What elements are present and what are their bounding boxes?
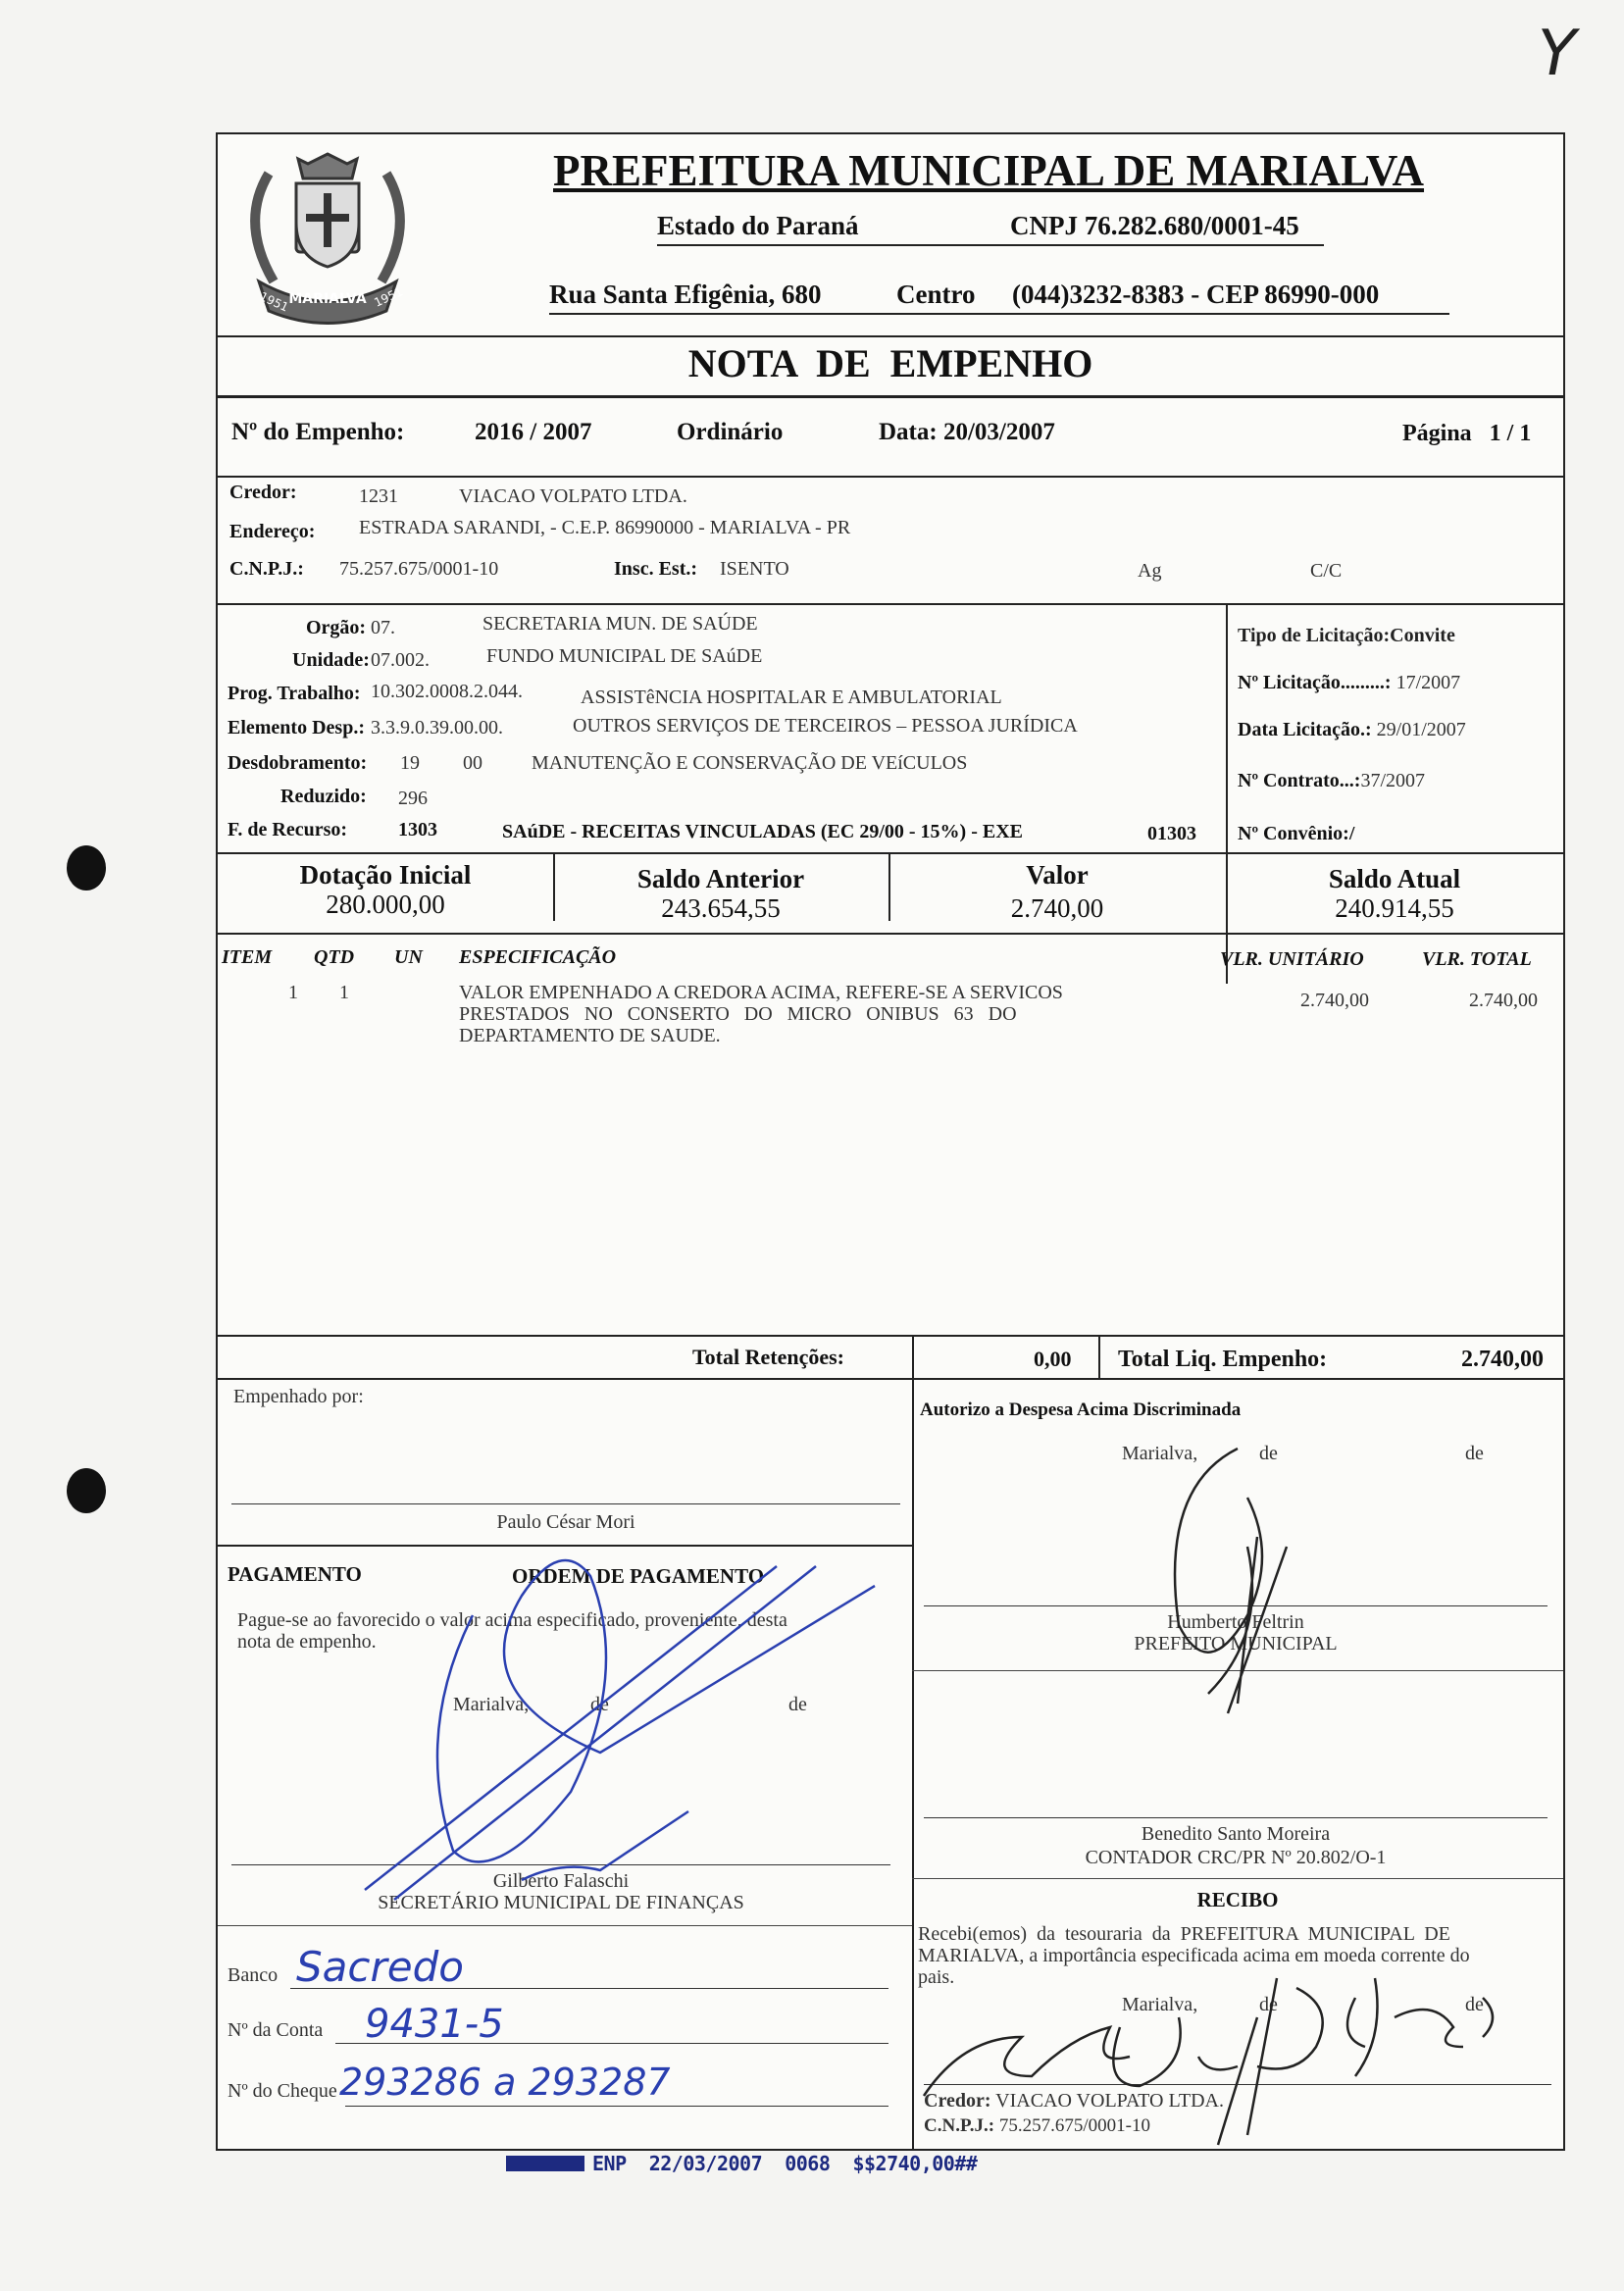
desd-code-2: 00: [463, 752, 482, 774]
amount-value-saldo-anterior: 243.654,55: [661, 893, 781, 923]
unidade-label: Unidade:: [292, 649, 370, 671]
contador-name: Benedito Santo Moreira: [1141, 1823, 1331, 1845]
recurso: SAúDE - RECEITAS VINCULADAS (EC 29/00 - 15%) - EXE: [502, 821, 1023, 842]
contador-title: CONTADOR CRC/PR Nº 20.802/O-1: [1085, 1847, 1387, 1868]
orgao: SECRETARIA MUN. DE SAÚDE: [482, 613, 758, 635]
credor-insc-label: Insc. Est.:: [614, 558, 698, 580]
punch-hole-top: [67, 845, 106, 891]
autorizo-city: Marialva,: [1122, 1443, 1198, 1464]
amount-label-valor: Valor: [1026, 860, 1089, 890]
credor-ag: Ag: [1138, 560, 1162, 582]
licitacao-data: 29/01/2007: [1376, 719, 1466, 740]
item-number: 1: [288, 982, 298, 1003]
conta-value: 9431-5: [365, 2002, 504, 2047]
total-liq-label: Total Liq. Empenho:: [1118, 1347, 1328, 1372]
amount-label-saldo-atual: Saldo Atual: [1328, 864, 1461, 893]
convenio: Nº Convênio:/: [1238, 823, 1355, 844]
reduzido-label: Reduzido:: [280, 786, 367, 807]
header-address: Rua Santa Efigênia, 680: [549, 280, 822, 309]
total-retencoes-label: Total Retenções:: [692, 1345, 844, 1369]
punch-hole-bottom: [67, 1468, 106, 1513]
banco-label: Banco: [228, 1964, 279, 1986]
pagamento-text-2: nota de empenho.: [237, 1631, 377, 1653]
seal-text: MARIALVA: [288, 291, 367, 307]
amount-value-saldo-atual: 240.914,55: [1335, 893, 1454, 923]
credor-name: VIACAO VOLPATO LTDA.: [459, 485, 687, 507]
recibo-text-2: MARIALVA, a importância especificada acima em moeda corrente do: [918, 1945, 1470, 1966]
item-unit-value: 2.740,00: [1300, 990, 1369, 1011]
credor-code: 1231: [359, 485, 398, 507]
item-qtd: 1: [339, 982, 349, 1003]
prog: ASSISTêNCIA HOSPITALAR E AMBULATORIAL: [581, 687, 1002, 708]
orgao-code: 07.: [371, 617, 395, 638]
licitacao-tipo: Tipo de Licitação:Convite: [1238, 625, 1455, 646]
empenho-type: Ordinário: [677, 419, 784, 445]
cheque-value: 293286 a 293287: [339, 2061, 671, 2104]
empenho-page: Página 1 / 1: [1402, 421, 1532, 446]
item-spec-line2: PRESTADOS NO CONSERTO DO MICRO ONIBUS 63 DO: [459, 1003, 1017, 1025]
pagamento-text-1: Pague-se ao favorecido o valor acima especificado, proveniente, desta: [237, 1609, 787, 1631]
licitacao-num-label: Nº Licitação.........:: [1238, 672, 1392, 693]
header-phone-cep: (044)3232-8383 - CEP 86990-000: [1012, 280, 1380, 309]
desd-label: Desdobramento:: [228, 752, 368, 774]
header-district: Centro: [896, 280, 976, 309]
recurso-label: F. de Recurso:: [228, 819, 348, 840]
prog-code: 10.302.0008.2.044.: [371, 681, 523, 702]
secretario-name: Gilberto Falaschi: [492, 1870, 630, 1892]
credor-cnpj-label: C.N.P.J.:: [229, 558, 304, 580]
recurso-num: 01303: [1147, 823, 1196, 844]
prefeito-name: Humberto Feltrin: [1167, 1611, 1304, 1633]
recibo-cnpj-label: C.N.P.J.:: [924, 2115, 995, 2136]
empenhado-name: Paulo César Mori: [496, 1511, 635, 1533]
item-spec-line3: DEPARTAMENTO DE SAUDE.: [459, 1025, 721, 1046]
credor-label: Credor:: [229, 482, 297, 503]
empenho-number: 2016 / 2007: [475, 419, 592, 445]
autorizo-de-1: de: [1259, 1443, 1278, 1464]
stamp-bar-icon: [506, 2156, 584, 2171]
elem-label: Elemento Desp.:: [228, 717, 365, 738]
items-header-un: UN: [394, 946, 423, 968]
processing-stamp: ENP 22/03/2007 0068 $$2740,00##: [592, 2152, 978, 2175]
pagamento-label: PAGAMENTO: [228, 1562, 362, 1586]
credor-cc: C/C: [1310, 560, 1343, 582]
credor-address-label: Endereço:: [229, 521, 316, 542]
item-total-value: 2.740,00: [1469, 990, 1538, 1011]
items-header-qtd: QTD: [314, 946, 355, 968]
contrato-label: Nº Contrato...:: [1238, 770, 1361, 791]
prog-label: Prog. Trabalho:: [228, 683, 361, 704]
recibo-credor: VIACAO VOLPATO LTDA.: [995, 2090, 1224, 2112]
total-retencoes: 0,00: [1034, 1347, 1072, 1371]
total-liq: 2.740,00: [1461, 1347, 1544, 1372]
credor-insc: ISENTO: [720, 558, 789, 580]
empenho-label: Nº do Empenho:: [231, 419, 405, 445]
orgao-label: Orgão:: [306, 617, 367, 638]
empenho-date: Data: 20/03/2007: [879, 419, 1055, 445]
licitacao-num: 17/2007: [1396, 672, 1461, 693]
elem: OUTROS SERVIÇOS DE TERCEIROS – PESSOA JURÍDICA: [573, 715, 1078, 737]
nota-de-empenho-document: [216, 132, 1565, 2151]
pagamento-de-2: de: [788, 1694, 807, 1715]
secretario-title: SECRETÁRIO MUNICIPAL DE FINANÇAS: [378, 1892, 744, 1913]
doc-title: NOTA DE EMPENHO: [687, 341, 1093, 385]
empenhado-label: Empenhado por:: [233, 1386, 364, 1407]
amount-label-saldo-anterior: Saldo Anterior: [636, 864, 805, 893]
pagamento-de-1: de: [590, 1694, 609, 1715]
desd-code-1: 19: [400, 752, 420, 774]
prefeito-title: PREFEITO MUNICIPAL: [1134, 1633, 1338, 1655]
items-header-spec: ESPECIFICAÇÃO: [459, 946, 617, 968]
banco-value: Sacredo: [296, 1943, 464, 1991]
seal-year-left: 1951: [257, 289, 291, 315]
unidade-code: 07.002.: [371, 649, 430, 671]
items-header-item: ITEM: [222, 946, 273, 968]
credor-address: ESTRADA SARANDI, - C.E.P. 86990000 - MARIALVA - PR: [359, 517, 851, 538]
items-header-total: VLR. TOTAL: [1422, 948, 1532, 970]
recibo-label: RECIBO: [1196, 1888, 1279, 1911]
autorizo-de-2: de: [1465, 1443, 1484, 1464]
header-state: Estado do Paraná: [657, 211, 859, 240]
ordem-label: ORDEM DE PAGAMENTO: [512, 1564, 765, 1588]
header-title: PREFEITURA MUNICIPAL DE MARIALVA: [553, 146, 1425, 195]
recibo-de-2: de: [1465, 1994, 1484, 2015]
recurso-code: 1303: [398, 819, 437, 840]
items-header-unit: VLR. UNITÁRIO: [1220, 948, 1364, 970]
desd: MANUTENÇÃO E CONSERVAÇÃO DE VEíCULOS: [532, 752, 968, 774]
cheque-label: Nº do Cheque: [228, 2080, 337, 2102]
amount-value-dotacao: 280.000,00: [326, 890, 445, 919]
pagamento-city: Marialva,: [453, 1694, 530, 1715]
amount-value-valor: 2.740,00: [1010, 893, 1104, 923]
unidade: FUNDO MUNICIPAL DE SAúDE: [486, 645, 763, 667]
autorizo-label: Autorizo a Despesa Acima Discriminada: [920, 1400, 1242, 1420]
item-spec-line1: VALOR EMPENHADO A CREDORA ACIMA, REFERE-SE A SERVICOS: [459, 982, 1063, 1003]
recibo-text-1: Recebi(emos) da tesouraria da PREFEITURA MUNICIPAL DE: [918, 1923, 1450, 1945]
contrato: 37/2007: [1360, 770, 1426, 791]
header-cnpj: CNPJ 76.282.680/0001-45: [1010, 211, 1299, 240]
recibo-de-1: de: [1259, 1994, 1278, 2015]
licitacao-data-label: Data Licitação.:: [1238, 719, 1372, 740]
recibo-text-3: pais.: [918, 1966, 955, 1988]
credor-cnpj: 75.257.675/0001-10: [339, 558, 499, 580]
amount-label-dotacao: Dotação Inicial: [299, 860, 472, 890]
corner-mark: Y: [1538, 18, 1577, 90]
recibo-cnpj: 75.257.675/0001-10: [998, 2115, 1150, 2136]
recibo-city: Marialva,: [1122, 1994, 1198, 2015]
reduzido: 296: [398, 788, 428, 809]
seal-year-right: 1951: [372, 284, 405, 310]
conta-label: Nº da Conta: [228, 2019, 324, 2041]
elem-code: 3.3.9.0.39.00.00.: [371, 717, 503, 738]
signature-scribbles: [218, 134, 1563, 2153]
recibo-credor-label: Credor:: [924, 2090, 991, 2112]
